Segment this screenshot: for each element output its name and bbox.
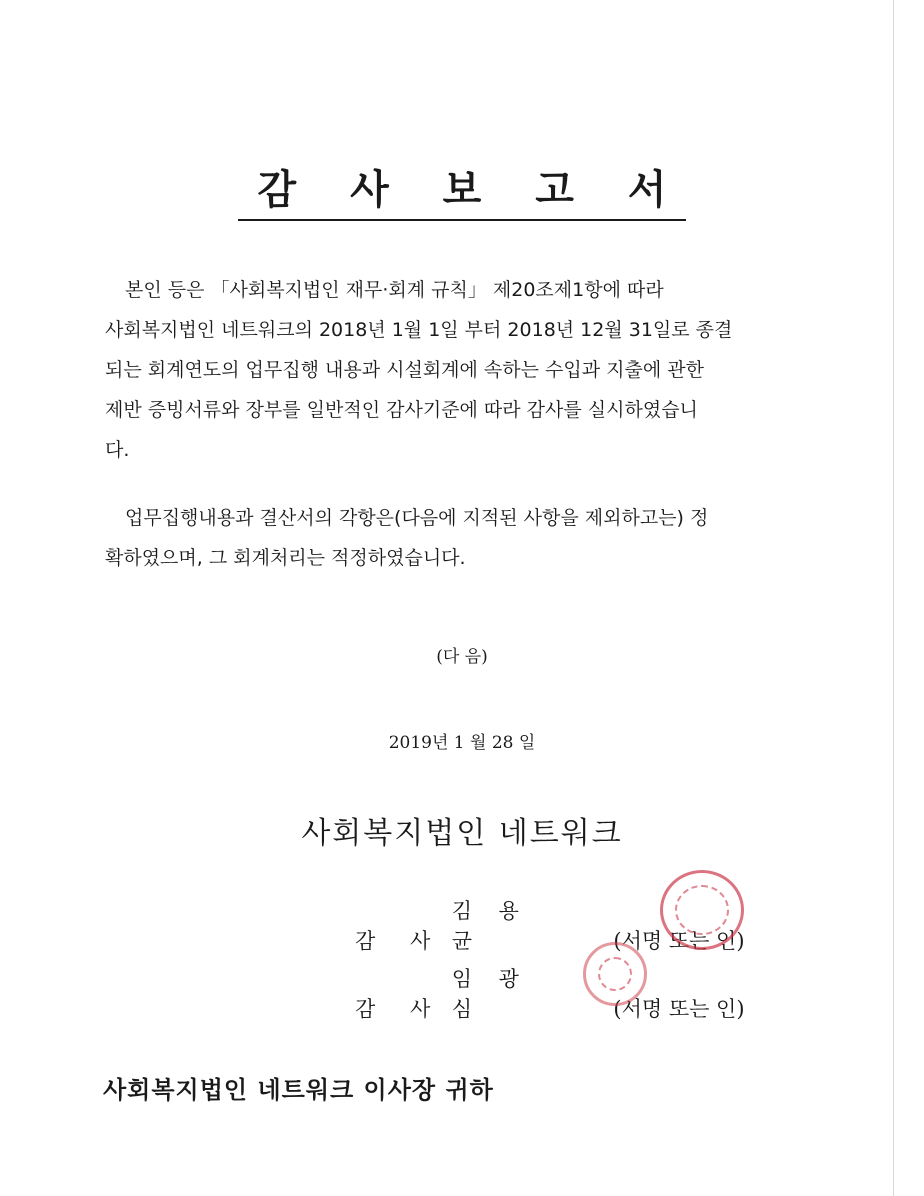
paragraph-line: 업무집행내용과 결산서의 각항은(다음에 지적된 사항을 제외하고는) 정 bbox=[125, 507, 709, 529]
organization-name: 사회복지법인 네트워크 bbox=[301, 816, 623, 851]
paragraph-line: 본인 등은 「사회복지법인 재무·회계 규칙」 제20조제1항에 따라 bbox=[125, 279, 664, 301]
paragraph-line: 사회복지법인 네트워크의 2018년 1월 1일 부터 2018년 12월 31일로 종결 bbox=[105, 319, 733, 341]
paragraph-line: 제반 증빙서류와 장부를 일반적인 감사기준에 따라 감사를 실시하였습니 bbox=[105, 399, 698, 421]
paragraph-line: 확하였으며, 그 회계처리는 적정하였습니다. bbox=[105, 547, 466, 569]
auditor-name: 김 용 균 bbox=[451, 899, 529, 953]
seal-inner-ring bbox=[598, 957, 632, 991]
auditor-row bbox=[355, 963, 745, 1023]
seal-inner-ring bbox=[675, 885, 729, 935]
auditor-role: 감 사 bbox=[355, 929, 445, 953]
signature-label: (서명 또는 인) bbox=[613, 997, 745, 1021]
recipient-line: 사회복지법인 네트워크 이사장 귀하 bbox=[103, 1076, 494, 1104]
signature-label: (서명 또는 인) bbox=[613, 929, 745, 953]
report-date: 2019년 1 월 28 일 bbox=[388, 733, 536, 753]
auditor-name: 임 광 심 bbox=[451, 967, 529, 1021]
red-seal-stamp bbox=[583, 942, 647, 1006]
paragraph-audit-scope bbox=[105, 270, 773, 470]
auditor-role: 감 사 bbox=[355, 997, 445, 1021]
document-title-text: 감 사 보 고 서 bbox=[238, 166, 687, 221]
document-title bbox=[0, 158, 924, 215]
paragraph-audit-opinion bbox=[105, 498, 773, 578]
paragraph-line: 되는 회계연도의 업무집행 내용과 시설회계에 속하는 수입과 지출에 관한 bbox=[105, 359, 704, 381]
red-seal-stamp bbox=[660, 870, 744, 950]
ceremony-note: (다 음) bbox=[436, 647, 488, 667]
paragraph-line: 다. bbox=[105, 439, 130, 461]
